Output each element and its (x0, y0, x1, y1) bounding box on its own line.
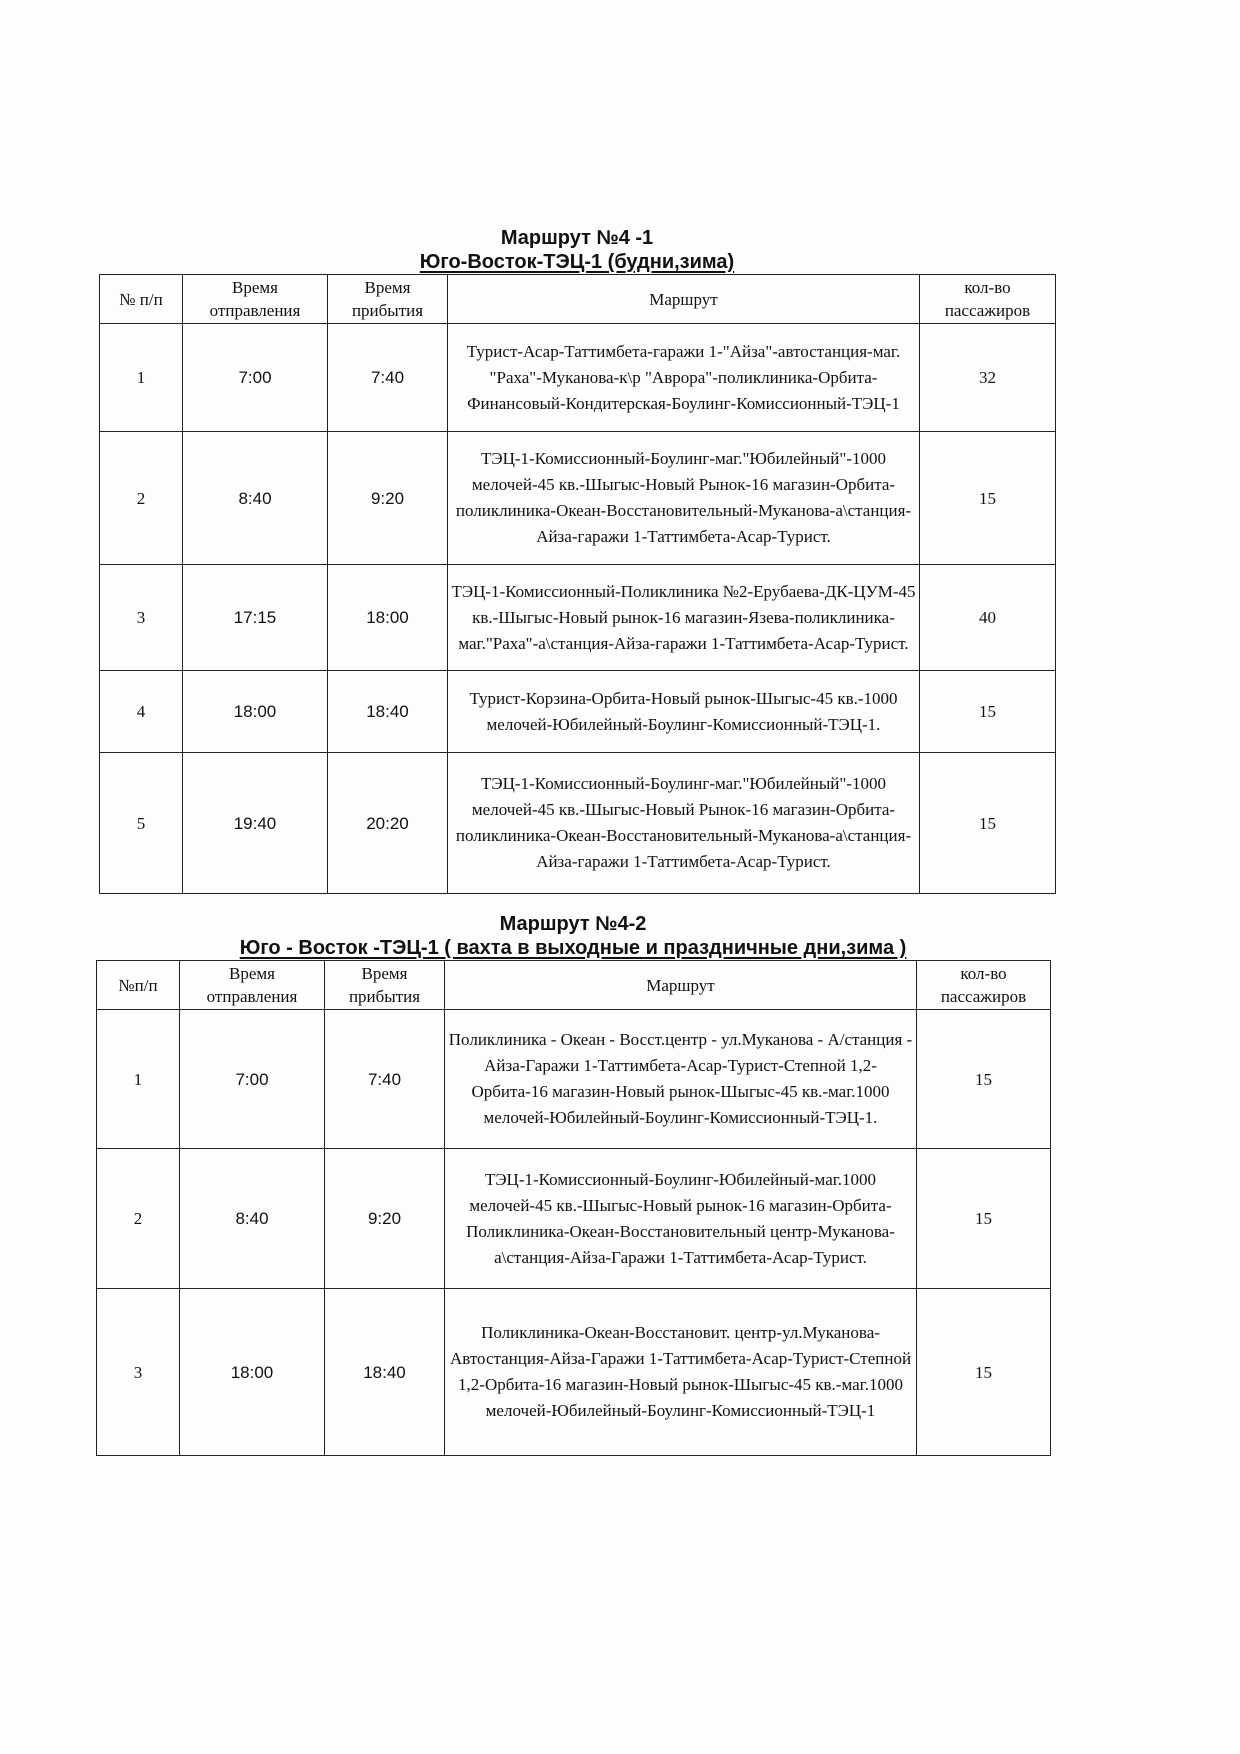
header-passengers: кол-во пассажиров (920, 275, 1056, 324)
passenger-count: 15 (917, 1149, 1051, 1289)
arrival-time: 7:40 (325, 1010, 445, 1149)
row-num: 2 (97, 1149, 180, 1289)
passenger-count: 15 (917, 1289, 1051, 1456)
arrival-time: 20:20 (328, 753, 448, 894)
arrival-time: 9:20 (328, 432, 448, 565)
departure-time: 7:00 (180, 1010, 325, 1149)
row-num: 2 (100, 432, 183, 565)
departure-time: 7:00 (183, 324, 328, 432)
route-description: Турист-Корзина-Орбита-Новый рынок-Шыгыс-45 кв.-1000 мелочей-Юбилейный-Боулинг-Комиссионный-ТЭЦ-1. (448, 671, 920, 753)
header-departure: Время отправления (180, 961, 325, 1010)
header-num: № п/п (100, 275, 183, 324)
passenger-count: 15 (920, 671, 1056, 753)
route-description: Поликлиника-Океан-Восстановит. центр-ул.Муканова-Автостанция-Айза-Гаражи 1-Таттимбета-Асар-Турист-Степной 1,2-Орбита-16 магазин-Новый рынок-Шыгыс-45 кв.-маг.1000 мелочей-Юбилейный-Боулинг-Комиссионный-ТЭЦ-1 (445, 1289, 917, 1456)
arrival-time: 7:40 (328, 324, 448, 432)
route-description: Турист-Асар-Таттимбета-гаражи 1-"Айза"-автостанция-маг. "Раха"-Муканова-к\р "Аврора"-поликлиника-Орбита-Финансовый-Кондитерская-Боулинг-Комиссионный-ТЭЦ-1 (448, 324, 920, 432)
header-departure: Время отправления (183, 275, 328, 324)
table-row (100, 565, 1056, 671)
row-num: 3 (97, 1289, 180, 1456)
route-4-2-section (96, 912, 1050, 1456)
table-row (97, 1010, 1051, 1149)
route-description: ТЭЦ-1-Комиссионный-Поликлиника №2-Ерубаева-ДК-ЦУМ-45 кв.-Шыгыс-Новый рынок-16 магазин-Язева-поликлиника-маг."Раха"-а\станция-Айза-гаражи 1-Таттимбета-Асар-Турист. (448, 565, 920, 671)
departure-time: 8:40 (180, 1149, 325, 1289)
arrival-time: 18:40 (328, 671, 448, 753)
route-4-1-section (99, 226, 1055, 894)
route-description: Поликлиника - Океан - Восст.центр - ул.Муканова - А/станция - Айза-Гаражи 1-Таттимбета-Асар-Турист-Степной 1,2-Орбита-16 магазин-Новый рынок-Шыгыс-45 кв.-маг.1000 мелочей-Юбилейный-Боулинг-Комиссионный-ТЭЦ-1. (445, 1010, 917, 1149)
table-row (100, 432, 1056, 565)
route-description: ТЭЦ-1-Комиссионный-Боулинг-Юбилейный-маг.1000 мелочей-45 кв.-Шыгыс-Новый рынок-16 магазин-Орбита-Поликлиника-Океан-Восстановительный центр-Муканова-а\станция-Айза-Гаражи 1-Таттимбета-Асар-Турист. (445, 1149, 917, 1289)
departure-time: 19:40 (183, 753, 328, 894)
departure-time: 18:00 (180, 1289, 325, 1456)
row-num: 4 (100, 671, 183, 753)
table-header-row (100, 275, 1056, 324)
table-header-row (97, 961, 1051, 1010)
departure-time: 8:40 (183, 432, 328, 565)
header-route: Маршрут (448, 275, 920, 324)
header-route: Маршрут (445, 961, 917, 1010)
row-num: 5 (100, 753, 183, 894)
table-row (97, 1149, 1051, 1289)
row-num: 1 (97, 1010, 180, 1149)
passenger-count: 15 (920, 432, 1056, 565)
table-row (97, 1289, 1051, 1456)
header-arrival: Время прибытия (328, 275, 448, 324)
section-title: Маршрут №4-2 (499, 913, 647, 935)
header-passengers: кол-во пассажиров (917, 961, 1051, 1010)
passenger-count: 32 (920, 324, 1056, 432)
arrival-time: 18:00 (328, 565, 448, 671)
arrival-time: 18:40 (325, 1289, 445, 1456)
arrival-time: 9:20 (325, 1149, 445, 1289)
header-num: №п/п (97, 961, 180, 1010)
table-row (100, 324, 1056, 432)
section-title: Маршрут №4 -1 (500, 227, 654, 249)
section-subtitle: Юго-Восток-ТЭЦ-1 (будни,зима) (419, 251, 735, 273)
header-arrival: Время прибытия (325, 961, 445, 1010)
passenger-count: 40 (920, 565, 1056, 671)
route-description: ТЭЦ-1-Комиссионный-Боулинг-маг."Юбилейный"-1000 мелочей-45 кв.-Шыгыс-Новый Рынок-16 магазин-Орбита-поликлиника-Океан-Восстановительный-Муканова-а\станция-Айза-гаражи 1-Таттимбета-Асар-Турист. (448, 753, 920, 894)
row-num: 3 (100, 565, 183, 671)
table-row (100, 671, 1056, 753)
section-subtitle: Юго - Восток -ТЭЦ-1 ( вахта в выходные и праздничные дни,зима ) (239, 937, 907, 959)
route-description: ТЭЦ-1-Комиссионный-Боулинг-маг."Юбилейный"-1000 мелочей-45 кв.-Шыгыс-Новый Рынок-16 магазин-Орбита-поликлиника-Океан-Восстановительный-Муканова-а\станция-Айза-гаражи 1-Таттимбета-Асар-Турист. (448, 432, 920, 565)
schedule-table (99, 274, 1056, 894)
departure-time: 18:00 (183, 671, 328, 753)
row-num: 1 (100, 324, 183, 432)
passenger-count: 15 (920, 753, 1056, 894)
table-row (100, 753, 1056, 894)
passenger-count: 15 (917, 1010, 1051, 1149)
departure-time: 17:15 (183, 565, 328, 671)
schedule-table (96, 960, 1051, 1456)
